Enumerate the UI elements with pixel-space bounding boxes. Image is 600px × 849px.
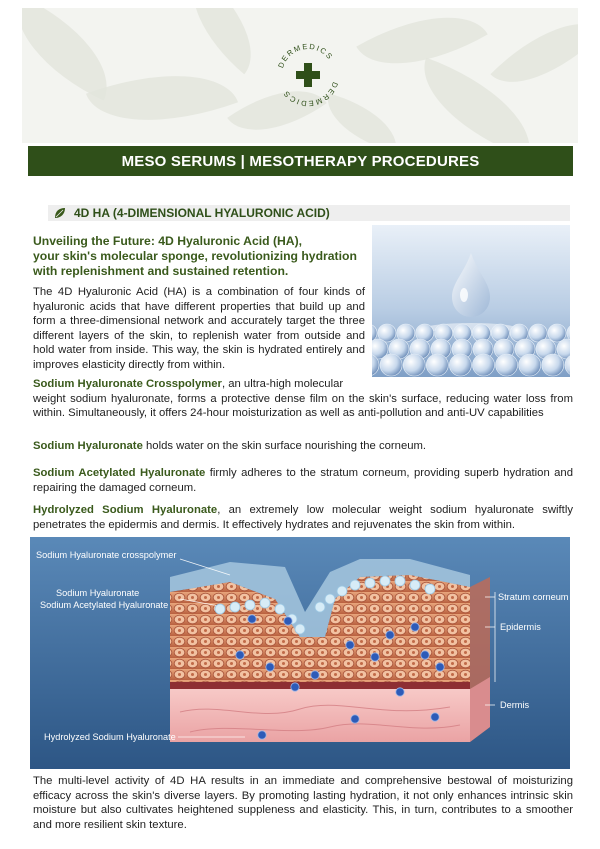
bubble xyxy=(496,354,518,376)
bubble xyxy=(473,354,495,376)
particle-light xyxy=(380,576,390,586)
particle-light xyxy=(275,604,285,614)
intro-heading xyxy=(33,234,363,279)
particle-light xyxy=(215,604,225,614)
particle-dark xyxy=(386,631,394,639)
section-header xyxy=(48,205,570,221)
particle-light xyxy=(325,594,335,604)
term-sodium-hyaluronate: Sodium Hyaluronate xyxy=(33,440,143,452)
label-epidermis: Epidermis xyxy=(500,622,541,632)
paragraph-summary: The multi-level activity of 4D HA results in an immediate and comprehensive bestowal of moisturizing efficacy across the skin's diverse layers. By promoting lasting hydration, it not only enhances intrinsic skin moisture but also cultivates heightened suppleness and elasticity. This, in turn, contributes to a smoother and more resilient skin texture. xyxy=(33,775,573,831)
label-crosspolymer: Sodium Hyaluronate crosspolymer xyxy=(36,550,177,560)
particle-dark xyxy=(311,671,319,679)
particle-dark xyxy=(421,651,429,659)
page-banner xyxy=(28,146,573,176)
particle-light xyxy=(260,598,270,608)
particle-dark xyxy=(396,688,404,696)
brand-logo xyxy=(273,40,343,110)
particle-dark xyxy=(291,683,299,691)
logo-text-top: DERMEDICS xyxy=(276,41,336,70)
particle-dark xyxy=(346,641,354,649)
particle-light xyxy=(295,624,305,634)
particle-dark xyxy=(351,715,359,723)
paragraph-hydrolyzed xyxy=(33,503,573,532)
paragraph-text: weight sodium hyaluronate, forms a protective dense film on the skin's surface, reducing water loss from within. Simultaneously, it offers 24-hour moisturization as well as anti-pollution and anti-UV capabilities xyxy=(33,392,573,420)
leaf-icon xyxy=(54,207,66,219)
label-dermis: Dermis xyxy=(500,700,530,710)
intro-line: with replenishment and sustained retention. xyxy=(33,264,289,278)
paragraph-text: firmly adheres to the stratum corneum, providing superb hydration and repairing the damaged corneum. xyxy=(33,467,574,494)
logo-text-bottom: DERMEDICS xyxy=(280,80,340,109)
intro-line: your skin's molecular sponge, revolutionizing hydration xyxy=(33,249,357,263)
label-hydrolyzed: Hydrolyzed Sodium Hyaluronate xyxy=(44,732,176,742)
paragraph-crosspolymer xyxy=(33,377,573,421)
intro-line: Unveiling the Future: 4D Hyaluronic Acid (HA), xyxy=(33,234,303,248)
particle-dark xyxy=(236,651,244,659)
paragraph-sodium-hyaluronate xyxy=(33,439,573,454)
particle-dark xyxy=(248,615,256,623)
cross-icon xyxy=(296,63,320,87)
particle-light xyxy=(395,576,405,586)
droplet-image xyxy=(372,225,570,377)
particle-light xyxy=(350,580,360,590)
particle-dark xyxy=(258,731,266,739)
particle-dark xyxy=(266,663,274,671)
paragraph-text: holds water on the skin surface nourishing the corneum. xyxy=(142,440,427,452)
particle-dark xyxy=(431,713,439,721)
particle-light xyxy=(230,602,240,612)
section-title: 4D HA (4-DIMENSIONAL HYALURONIC ACID) xyxy=(74,206,330,220)
bubble xyxy=(380,354,402,376)
particle-dark xyxy=(284,617,292,625)
banner-title: MESO SERUMS | MESOTHERAPY PROCEDURES xyxy=(121,152,480,170)
term-crosspolymer: Sodium Hyaluronate Crosspolymer xyxy=(33,378,222,390)
particle-light xyxy=(245,600,255,610)
skin-diagram xyxy=(30,537,570,769)
term-acetylated: Sodium Acetylated Hyaluronate xyxy=(33,467,206,479)
particle-light xyxy=(425,584,435,594)
bubble xyxy=(449,354,471,376)
particle-light xyxy=(410,580,420,590)
particle-dark xyxy=(371,653,379,661)
label-sodium-hyaluronate: Sodium Hyaluronate xyxy=(56,588,140,598)
bubble xyxy=(548,324,566,342)
paragraph-text: , an extremely low molecular weight sodium hyaluronate swiftly penetrates the epidermis and dermis. It effectively hydrates and rejuvenates the skin from within. xyxy=(33,504,573,531)
particle-dark xyxy=(411,623,419,631)
particle-light xyxy=(315,602,325,612)
bubble xyxy=(542,354,564,376)
particle-light xyxy=(337,586,347,596)
label-stratum-corneum: Stratum corneum xyxy=(498,592,569,602)
bubble xyxy=(403,354,425,376)
particle-light xyxy=(365,578,375,588)
bubble xyxy=(426,354,448,376)
term-hydrolyzed: Hydrolyzed Sodium Hyaluronate xyxy=(33,504,218,516)
paragraph-text: , an ultra-high molecular xyxy=(221,378,344,390)
particle-dark xyxy=(436,663,444,671)
paragraph-overview: The 4D Hyaluronic Acid (HA) is a combination of four kinds of hyaluronic acids that have different properties that build up and form a three-dimensional network and accurately target the three different layers of the skin, to replenish water from outside and hold water from inside. This way, the skin is hydrated entirely and improves elasticity directly from within. xyxy=(33,286,365,371)
label-acetylated: Sodium Acetylated Hyaluronate xyxy=(40,600,169,610)
paragraph-acetylated xyxy=(33,466,573,495)
bubble xyxy=(519,354,541,376)
